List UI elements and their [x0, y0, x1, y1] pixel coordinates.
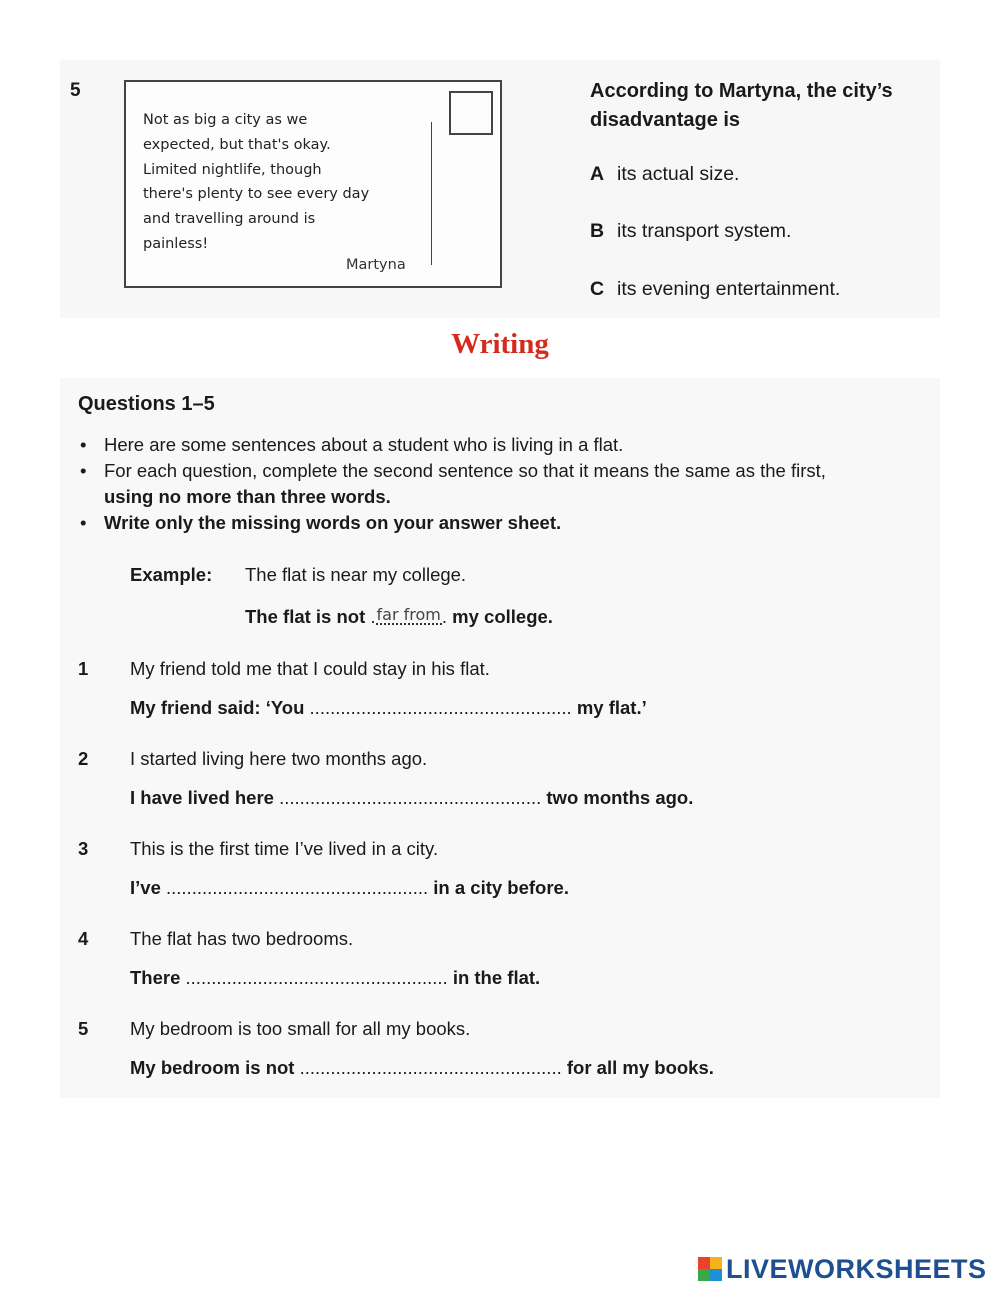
instruction-item [78, 458, 948, 510]
question-line: According to Martyna, the city’s [590, 80, 893, 102]
option-letter: B [590, 220, 605, 242]
postcard-line: expected, but that's okay. [143, 136, 331, 153]
logo-square [710, 1257, 722, 1269]
example-answer: far from [376, 605, 441, 624]
option-letter: A [590, 163, 605, 185]
item-answer-line [130, 1057, 714, 1079]
item-suffix: for all my books. [566, 1057, 714, 1078]
logo-square [698, 1257, 710, 1269]
item-suffix: two months ago. [546, 787, 694, 808]
item-prefix: My bedroom is not [130, 1057, 295, 1078]
item-number: 5 [78, 1018, 89, 1039]
option-c[interactable] [590, 278, 840, 301]
question-number: 5 [70, 80, 81, 101]
postcard-line: there's plenty to see every day [143, 186, 370, 203]
item-answer-line [130, 967, 540, 989]
logo-square [710, 1269, 722, 1281]
option-text: its actual size. [617, 163, 740, 185]
item-sentence: My friend told me that I could stay in his flat. [130, 658, 490, 679]
item-answer-line [130, 787, 693, 809]
liveworksheets-brand[interactable] [698, 1254, 987, 1284]
option-a[interactable] [590, 163, 739, 186]
instruction-text: Here are some sentences about a student who is living in a flat. [104, 434, 624, 455]
questions-heading: Questions 1–5 [78, 393, 215, 415]
instruction-item [78, 432, 948, 458]
postcard-message [143, 108, 413, 257]
example-label: Example: [130, 564, 213, 585]
answer-blank[interactable]: ................................................... [299, 1057, 562, 1078]
instructions-list [78, 432, 948, 536]
answer-blank[interactable]: ................................................... [309, 697, 572, 718]
instruction-emphasis: using no more than three words. [104, 486, 391, 507]
stamp-box [449, 91, 493, 135]
answer-blank[interactable]: ................................................... [166, 877, 429, 898]
section-title: Writing [451, 328, 549, 360]
item-suffix: in a city before. [433, 877, 569, 898]
item-prefix: My friend said: ‘You [130, 697, 305, 718]
item-number: 1 [78, 658, 89, 679]
item-sentence: I started living here two months ago. [130, 748, 428, 769]
question-5-text [590, 77, 950, 135]
example-dots: . [370, 606, 376, 627]
example-answer-line [245, 606, 553, 628]
postcard-line: and travelling around is [143, 211, 316, 228]
postcard-line: Limited nightlife, though [143, 161, 322, 178]
postcard [124, 80, 502, 288]
item-sentence: My bedroom is too small for all my books. [130, 1018, 471, 1039]
answer-blank[interactable]: ................................................... [279, 787, 542, 808]
item-suffix: in the flat. [452, 967, 541, 988]
postcard-divider [431, 122, 432, 265]
logo-square [698, 1269, 710, 1281]
item-prefix: There [130, 967, 181, 988]
item-number: 3 [78, 838, 89, 859]
item-number: 2 [78, 748, 89, 769]
instruction-item [78, 510, 948, 536]
item-answer-line [130, 877, 569, 899]
option-letter: C [590, 278, 605, 300]
item-number: 4 [78, 928, 89, 949]
postcard-signature: Martyna [346, 257, 406, 273]
postcard-line: Not as big a city as we [143, 112, 308, 128]
option-text: its evening entertainment. [617, 278, 841, 300]
item-answer-line [130, 697, 647, 719]
liveworksheets-logo-icon [698, 1257, 722, 1281]
instruction-text: Write only the missing words on your answer sheet. [104, 512, 562, 533]
item-prefix: I’ve [130, 877, 161, 898]
postcard-line: painless! [143, 235, 209, 252]
item-suffix: my flat.’ [576, 697, 647, 718]
example-sentence: The flat is near my college. [245, 564, 467, 585]
example-dots: . [441, 606, 448, 627]
question-line: disadvantage is [590, 109, 741, 131]
example-suffix: my college. [452, 606, 553, 627]
brand-name: LIVEWORKSHEETS [726, 1253, 987, 1284]
option-text: its transport system. [617, 220, 792, 242]
instruction-text: For each question, complete the second sentence so that it means the same as the first, [104, 460, 826, 481]
item-prefix: I have lived here [130, 787, 274, 808]
example-prefix: The flat is not [245, 606, 366, 627]
answer-blank[interactable]: ................................................... [185, 967, 448, 988]
item-sentence: The flat has two bedrooms. [130, 928, 354, 949]
item-sentence: This is the first time I’ve lived in a city. [130, 838, 439, 859]
option-b[interactable] [590, 220, 791, 243]
